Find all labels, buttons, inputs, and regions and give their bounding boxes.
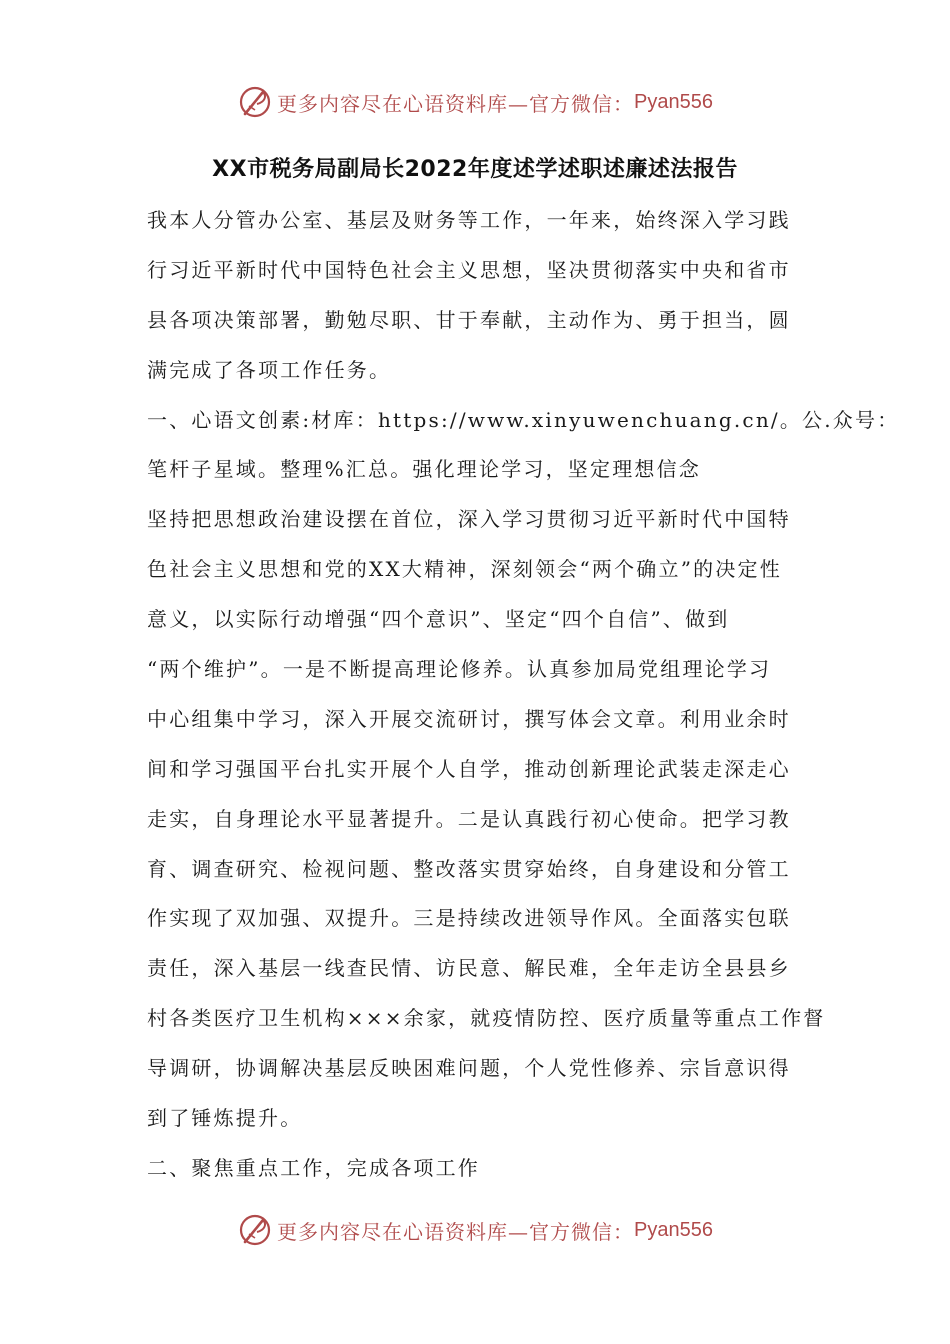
body-line: 育、调查研究、检视问题、整改落实贯穿始终，自身建设和分管工 [147, 856, 791, 881]
banner-wechat-id: Pyan556 [634, 1218, 713, 1241]
body-line: 导调研，协调解决基层反映困难问题，个人党性修养、宗旨意识得 [147, 1056, 791, 1081]
body-line: 村各类医疗卫生机构×××余家，就疫情防控、医疗质量等重点工作督 [147, 1006, 826, 1031]
section-heading-line: 二、聚焦重点工作，完成各项工作 [147, 1155, 480, 1180]
section-heading-line: 一、心语文创素:材库：https://www.xinyuwenchuang.cn/。公.众号： [147, 407, 900, 432]
body-line: 意义，以实际行动增强“四个意识”、坚定“四个自信”、做到 [147, 607, 730, 632]
document-title: XX市税务局副局长2022年度述学述职述廉述法报告 [212, 157, 738, 182]
body-line: 县各项决策部署，勤勉尽职、甘于奉献，主动作为、勇于担当，圆 [147, 307, 791, 332]
banner-text: 更多内容尽在心语资料库—官方微信： [277, 1219, 635, 1244]
banner-text: 更多内容尽在心语资料库—官方微信： [277, 91, 635, 116]
body-line: 责任，深入基层一线查民情、访民意、解民难，全年走访全县县乡 [147, 956, 791, 981]
quill-logo-icon [237, 84, 273, 120]
document-body [147, 196, 900, 1194]
body-line: 行习近平新时代中国特色社会主义思想，坚决贯彻落实中央和省市 [147, 257, 791, 282]
body-line: 坚持把思想政治建设摆在首位，深入学习贯彻习近平新时代中国特 [147, 507, 791, 532]
body-line: 中心组集中学习，深入开展交流研讨，撰写体会文章。利用业余时 [147, 706, 791, 731]
body-line: 走实，自身理论水平显著提升。二是认真践行初心使命。把学习教 [147, 806, 791, 831]
body-line: 满完成了各项工作任务。 [147, 357, 392, 382]
quill-logo-icon [237, 1212, 273, 1248]
section-heading-line: 笔杆子星域。整理%汇总。强化理论学习，坚定理想信念 [147, 457, 702, 482]
body-line: 到了锤炼提升。 [147, 1106, 303, 1131]
body-line: 作实现了双加强、双提升。三是持续改进领导作风。全面落实包联 [147, 906, 791, 931]
body-line: “两个维护”。一是不断提高理论修养。认真参加局党组理论学习 [147, 657, 772, 682]
body-line: 我本人分管办公室、基层及财务等工作，一年来，始终深入学习践 [147, 208, 791, 232]
footer-watermark-banner [0, 1208, 950, 1252]
header-watermark-banner [0, 80, 950, 124]
body-line: 间和学习强国平台扎实开展个人自学，推动创新理论武装走深走心 [147, 756, 791, 781]
banner-wechat-id: Pyan556 [634, 90, 713, 113]
body-line: 色社会主义思想和党的XX大精神，深刻领会“两个确立”的决定性 [147, 557, 782, 582]
